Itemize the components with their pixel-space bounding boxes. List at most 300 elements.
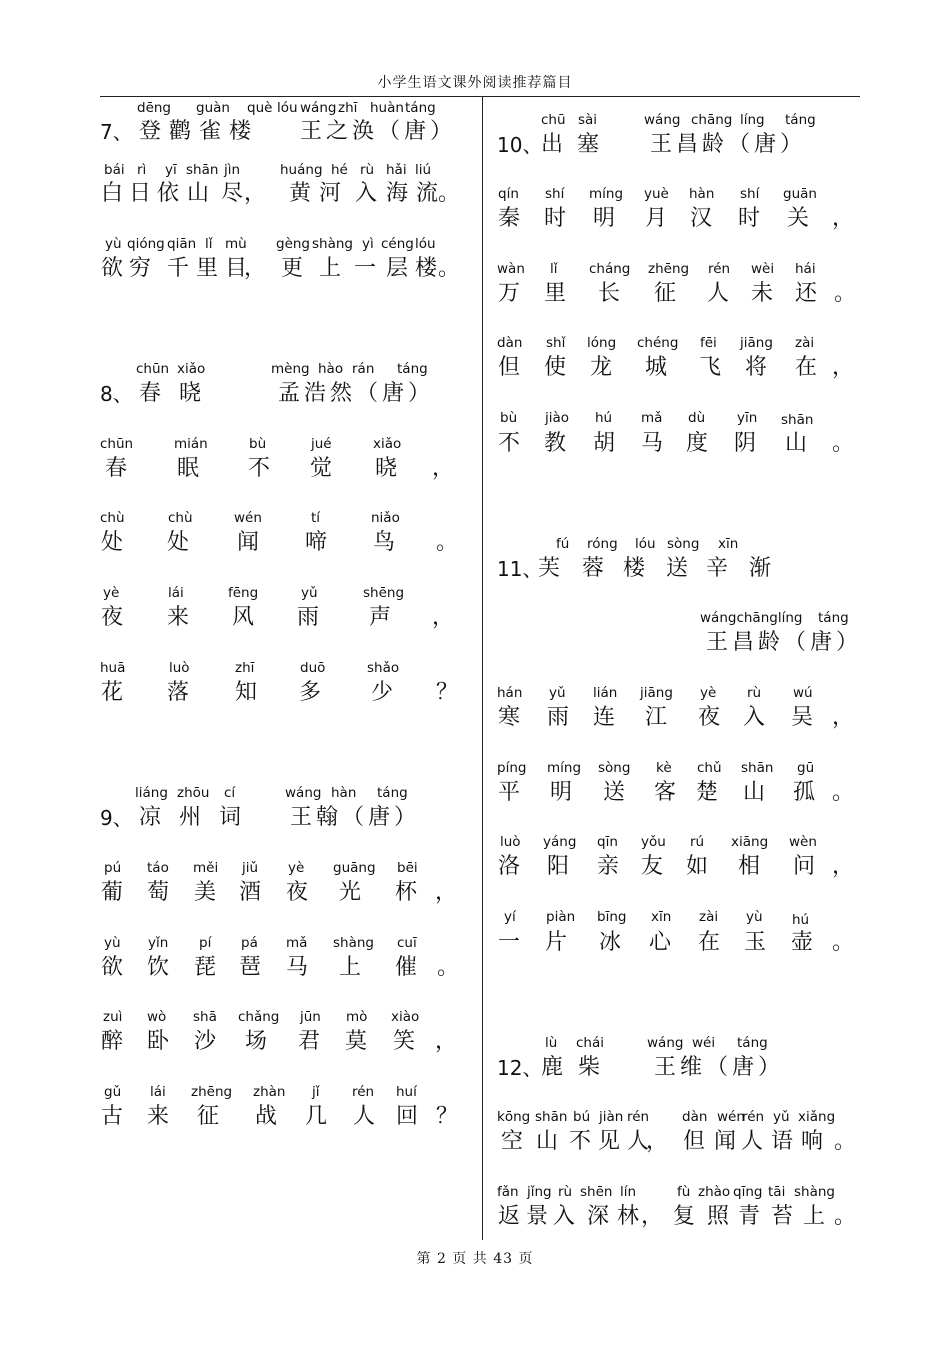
line-pinyin: xīn bbox=[651, 909, 672, 925]
poem-char: 里 bbox=[195, 256, 219, 281]
poem-char: 醉 bbox=[100, 1029, 124, 1054]
poem-char: 友 bbox=[640, 854, 664, 879]
title-pinyin: què bbox=[247, 100, 273, 116]
line-pinyin: shàng bbox=[333, 935, 374, 951]
poem-char: 春 bbox=[104, 456, 128, 481]
poem-title-char: 渐 bbox=[748, 556, 772, 581]
line-pinyin: tāi bbox=[768, 1184, 786, 1200]
line-pinyin: shàng bbox=[794, 1184, 835, 1200]
poem-char: 不 bbox=[247, 456, 271, 481]
poem-char: 欲 bbox=[100, 256, 124, 281]
line-pinyin: wò bbox=[147, 1009, 167, 1025]
poem-title-char: 楼 bbox=[228, 119, 252, 144]
poem-char: 阳 bbox=[546, 854, 570, 879]
poem-char: 平 bbox=[497, 780, 521, 805]
poem-char: 在 bbox=[697, 930, 721, 955]
poem-char: 夜 bbox=[285, 880, 309, 905]
line-pinyin: jiàn bbox=[599, 1109, 624, 1125]
poem-char: 汉 bbox=[689, 206, 713, 231]
poem-char: 催 bbox=[394, 955, 418, 980]
poem-char: 欲 bbox=[100, 955, 124, 980]
poem-char: 啼 bbox=[304, 530, 328, 555]
line-pinyin: yí bbox=[504, 909, 516, 925]
poem-char: 还 bbox=[794, 281, 818, 306]
title-pinyin: guàn bbox=[196, 100, 230, 116]
column-divider bbox=[482, 97, 483, 1240]
poem-author: 孟浩然（唐） bbox=[278, 381, 435, 406]
poem-char: 龙 bbox=[589, 355, 613, 380]
line-pinyin: rén bbox=[352, 1084, 375, 1100]
author-pinyin: hào bbox=[318, 361, 344, 377]
line-pinyin: dàn bbox=[682, 1109, 708, 1125]
poem-char: 响 bbox=[800, 1129, 824, 1154]
line-pinyin: sòng bbox=[598, 760, 631, 776]
line-pinyin: gèng bbox=[276, 236, 311, 252]
poem-char: 上 bbox=[338, 955, 362, 980]
line-pinyin: jiāng bbox=[740, 335, 773, 351]
author-pinyin: zhī bbox=[338, 100, 358, 116]
line-pinyin: dàn bbox=[497, 335, 523, 351]
line-pinyin: míng bbox=[589, 186, 624, 202]
poem-char: 在 bbox=[794, 355, 818, 380]
line-pinyin: fēi bbox=[700, 335, 717, 351]
poem-char: 度 bbox=[685, 431, 709, 456]
title-pinyin: wáng bbox=[647, 1035, 684, 1051]
poem-number: 7、 bbox=[100, 120, 133, 144]
line-pinyin: hú bbox=[595, 410, 613, 426]
line-pinyin: wèi bbox=[751, 261, 775, 277]
poem-char: 如 bbox=[685, 854, 709, 879]
poem-char: 。 bbox=[435, 530, 459, 555]
poem-title-char: 芙 bbox=[537, 556, 561, 581]
poem-char: 月 bbox=[644, 206, 668, 231]
poem-char: 雨 bbox=[296, 605, 320, 630]
poem-char: 古 bbox=[100, 1104, 124, 1129]
line-pinyin: zhēng bbox=[648, 261, 690, 277]
poem-char: 闻 bbox=[236, 530, 260, 555]
author-pinyin: wáng bbox=[300, 100, 337, 116]
poem-char: 时 bbox=[737, 206, 761, 231]
title-pinyin: chāng bbox=[691, 112, 733, 128]
line-pinyin: gǔ bbox=[104, 1084, 122, 1100]
poem-char: 返 bbox=[497, 1204, 521, 1229]
page-footer: 第 2 页 共 43 页 bbox=[416, 1251, 534, 1267]
poem-number: 9、 bbox=[100, 806, 133, 830]
line-pinyin: shān bbox=[535, 1109, 568, 1125]
line-pinyin: dù bbox=[688, 410, 706, 426]
poem-char: 。 bbox=[833, 1204, 857, 1229]
author-pinyin: táng bbox=[818, 610, 849, 626]
line-pinyin: hán bbox=[497, 685, 523, 701]
poem-char: 多 bbox=[298, 680, 322, 705]
poem-char: 一 bbox=[497, 930, 521, 955]
poem-char: 但 bbox=[682, 1129, 706, 1154]
poem-char: 山 bbox=[535, 1129, 559, 1154]
poem-char: 江 bbox=[644, 705, 668, 730]
poem-char: 使 bbox=[543, 355, 567, 380]
line-pinyin: huí bbox=[396, 1084, 417, 1100]
title-pinyin: xiǎo bbox=[177, 361, 206, 377]
line-pinyin: táo bbox=[147, 860, 169, 876]
line-pinyin: chǔ bbox=[697, 760, 722, 776]
poem-char: 来 bbox=[166, 605, 190, 630]
poem-char: ， bbox=[243, 256, 267, 281]
poem-char: ， bbox=[831, 705, 855, 730]
line-pinyin: rì bbox=[137, 162, 147, 178]
line-pinyin: bù bbox=[249, 436, 267, 452]
line-pinyin: jiāng bbox=[640, 685, 673, 701]
line-pinyin: rù bbox=[360, 162, 375, 178]
poem-char: 。 bbox=[437, 181, 461, 206]
line-pinyin: píng bbox=[497, 760, 527, 776]
poem-char: 尽 bbox=[220, 181, 244, 206]
poem-char: 壶 bbox=[790, 930, 814, 955]
author-pinyin: wángchānglíng bbox=[700, 610, 803, 626]
poem-char: 晓 bbox=[374, 456, 398, 481]
poem-char: 光 bbox=[338, 880, 362, 905]
author-pinyin: wáng bbox=[285, 785, 322, 801]
poem-char: 玉 bbox=[743, 930, 767, 955]
line-pinyin: zài bbox=[699, 909, 719, 925]
poem-char: 。 bbox=[831, 930, 855, 955]
line-pinyin: yǔ bbox=[773, 1109, 790, 1125]
line-pinyin: fēng bbox=[228, 585, 259, 601]
poem-char: 里 bbox=[543, 281, 567, 306]
poem-char: 人 bbox=[740, 1129, 764, 1154]
line-pinyin: hé bbox=[331, 162, 348, 178]
line-pinyin: qiān bbox=[167, 236, 197, 252]
poem-char: 依 bbox=[156, 181, 180, 206]
line-pinyin: yè bbox=[700, 685, 717, 701]
poem-char: 风 bbox=[231, 605, 255, 630]
line-pinyin: huā bbox=[100, 660, 126, 676]
poem-char: 雨 bbox=[546, 705, 570, 730]
line-pinyin: yī bbox=[165, 162, 177, 178]
poem-char: 。 bbox=[833, 1129, 857, 1154]
poem-char: 饮 bbox=[146, 955, 170, 980]
line-pinyin: chù bbox=[100, 510, 125, 526]
line-pinyin: cháng bbox=[589, 261, 631, 277]
poem-char: 花 bbox=[100, 680, 124, 705]
author-pinyin: huàn bbox=[370, 100, 404, 116]
line-pinyin: shēng bbox=[363, 585, 405, 601]
poem-char: 落 bbox=[166, 680, 190, 705]
poem-title-char: 送 bbox=[665, 556, 689, 581]
poem-author: 王之涣（唐） bbox=[300, 119, 457, 144]
author-pinyin: rán bbox=[352, 361, 375, 377]
line-pinyin: zuì bbox=[103, 1009, 123, 1025]
poem-title-char: 晓 bbox=[178, 381, 202, 406]
poem-char: 明 bbox=[549, 780, 573, 805]
title-pinyin: líng bbox=[740, 112, 765, 128]
line-pinyin: yǐn bbox=[148, 935, 169, 951]
poem-number: 8、 bbox=[100, 382, 133, 406]
line-pinyin: jiǔ bbox=[242, 860, 259, 876]
line-pinyin: shā bbox=[193, 1009, 217, 1025]
line-pinyin: wén bbox=[234, 510, 262, 526]
line-pinyin: shēn bbox=[580, 1184, 613, 1200]
poem-title-char: 春 bbox=[138, 381, 162, 406]
line-pinyin: wú bbox=[793, 685, 813, 701]
poem-char: 沙 bbox=[193, 1029, 217, 1054]
poem-char: 寒 bbox=[497, 705, 521, 730]
line-pinyin: luò bbox=[169, 660, 190, 676]
line-pinyin: shí bbox=[740, 186, 760, 202]
poem-title-char: 雀 bbox=[198, 119, 222, 144]
line-pinyin: qióng bbox=[127, 236, 165, 252]
poem-char: ， bbox=[431, 605, 455, 630]
poem-char: 。 bbox=[437, 256, 461, 281]
line-pinyin: duō bbox=[300, 660, 326, 676]
poem-char: 不 bbox=[497, 431, 521, 456]
title-pinyin: táng bbox=[785, 112, 816, 128]
line-pinyin: kè bbox=[656, 760, 672, 776]
title-pinyin: chūn bbox=[136, 361, 170, 377]
line-pinyin: chǎng bbox=[238, 1009, 280, 1025]
poem-char: 。 bbox=[831, 431, 855, 456]
line-pinyin: hǎi bbox=[386, 162, 407, 178]
line-pinyin: chūn bbox=[100, 436, 134, 452]
poem-title-char: 州 bbox=[178, 805, 202, 830]
line-pinyin: shǐ bbox=[546, 335, 566, 351]
poem-char: 夜 bbox=[697, 705, 721, 730]
line-pinyin: hái bbox=[795, 261, 816, 277]
line-pinyin: bú bbox=[573, 1109, 591, 1125]
poem-char: 连 bbox=[592, 705, 616, 730]
line-pinyin: rén bbox=[708, 261, 731, 277]
line-pinyin: huáng bbox=[280, 162, 323, 178]
poem-author: 王维（唐） bbox=[654, 1055, 785, 1080]
line-pinyin: pú bbox=[104, 860, 122, 876]
line-pinyin: rù bbox=[558, 1184, 573, 1200]
line-pinyin: yù bbox=[746, 909, 763, 925]
title-pinyin: lóu bbox=[277, 100, 298, 116]
poem-char: 问 bbox=[792, 854, 816, 879]
title-pinyin: róng bbox=[587, 536, 618, 552]
line-pinyin: céng bbox=[381, 236, 414, 252]
line-pinyin: lái bbox=[168, 585, 184, 601]
title-pinyin: sài bbox=[578, 112, 598, 128]
title-pinyin: cí bbox=[224, 785, 236, 801]
line-pinyin: luò bbox=[500, 834, 521, 850]
line-pinyin: yǔ bbox=[549, 685, 566, 701]
poem-char: 上 bbox=[802, 1204, 826, 1229]
poem-char: 山 bbox=[784, 431, 808, 456]
poem-char: ， bbox=[831, 206, 855, 231]
line-pinyin: guān bbox=[783, 186, 817, 202]
poem-char: 吴 bbox=[790, 705, 814, 730]
line-pinyin: shān bbox=[781, 412, 814, 428]
poem-char: ？ bbox=[435, 1104, 459, 1129]
poem-char: 洛 bbox=[497, 854, 521, 879]
poem-char: 回 bbox=[395, 1104, 419, 1129]
poem-char: 片 bbox=[544, 930, 568, 955]
line-pinyin: qīng bbox=[733, 1184, 763, 1200]
line-pinyin: bái bbox=[104, 162, 125, 178]
poem-char: 来 bbox=[146, 1104, 170, 1129]
poem-title-char: 凉 bbox=[138, 805, 162, 830]
poem-number: 11、 bbox=[497, 557, 543, 581]
line-pinyin: mò bbox=[346, 1009, 368, 1025]
line-pinyin: rén bbox=[627, 1109, 650, 1125]
line-pinyin: lǐ bbox=[205, 236, 213, 252]
poem-char: 琵 bbox=[193, 955, 217, 980]
poem-char: 楚 bbox=[695, 780, 719, 805]
poem-char: 一 bbox=[353, 256, 377, 281]
poem-char: 亲 bbox=[596, 854, 620, 879]
line-pinyin: wèn bbox=[789, 834, 817, 850]
poem-char: 。 bbox=[831, 780, 855, 805]
poem-char: 送 bbox=[602, 780, 626, 805]
line-pinyin: zhào bbox=[698, 1184, 731, 1200]
line-pinyin: guāng bbox=[333, 860, 376, 876]
poem-char: 马 bbox=[285, 955, 309, 980]
poem-char: 入 bbox=[354, 181, 378, 206]
title-pinyin: zhōu bbox=[177, 785, 210, 801]
poem-char: 复 bbox=[672, 1204, 696, 1229]
line-pinyin: yuè bbox=[644, 186, 669, 202]
poem-char: 孤 bbox=[792, 780, 816, 805]
line-pinyin: yè bbox=[103, 585, 120, 601]
poem-char: ， bbox=[434, 1029, 458, 1054]
poem-char: 少 bbox=[370, 680, 394, 705]
line-pinyin: mǎ bbox=[641, 410, 663, 426]
line-pinyin: fù bbox=[677, 1184, 691, 1200]
line-pinyin: yǔ bbox=[301, 585, 318, 601]
poem-char: 笑 bbox=[392, 1029, 416, 1054]
poem-char: 更 bbox=[280, 256, 304, 281]
line-pinyin: shí bbox=[545, 186, 565, 202]
poem-char: 千 bbox=[166, 256, 190, 281]
line-pinyin: hàn bbox=[689, 186, 715, 202]
poem-char: 景 bbox=[525, 1204, 549, 1229]
line-pinyin: lóu bbox=[415, 236, 436, 252]
poem-char: 美 bbox=[193, 880, 217, 905]
poem-char: 目 bbox=[224, 256, 248, 281]
line-pinyin: lín bbox=[620, 1184, 637, 1200]
line-pinyin: rú bbox=[690, 834, 705, 850]
author-pinyin: táng bbox=[377, 785, 408, 801]
poem-char: 场 bbox=[244, 1029, 268, 1054]
poem-char: 处 bbox=[100, 530, 124, 555]
poem-char: 林 bbox=[616, 1204, 640, 1229]
poem-title-char: 柴 bbox=[577, 1055, 601, 1080]
line-pinyin: xiǎng bbox=[798, 1109, 836, 1125]
line-pinyin: mián bbox=[174, 436, 208, 452]
poem-char: ， bbox=[831, 355, 855, 380]
line-pinyin: kōng bbox=[497, 1109, 531, 1125]
poem-char: 空 bbox=[500, 1129, 524, 1154]
poem-char: 长 bbox=[597, 281, 621, 306]
poem-char: 卧 bbox=[146, 1029, 170, 1054]
poem-char: 山 bbox=[742, 780, 766, 805]
line-pinyin: yáng bbox=[543, 834, 577, 850]
line-pinyin: yì bbox=[362, 236, 374, 252]
title-pinyin: liáng bbox=[135, 785, 168, 801]
poem-title-char: 出 bbox=[540, 132, 564, 157]
poem-char: 莫 bbox=[344, 1029, 368, 1054]
title-pinyin: dēng bbox=[137, 100, 172, 116]
poem-char: 人 bbox=[626, 1129, 650, 1154]
line-pinyin: yù bbox=[104, 935, 121, 951]
poem-char: 几 bbox=[304, 1104, 328, 1129]
line-pinyin: cuī bbox=[397, 935, 417, 951]
line-pinyin: měi bbox=[193, 860, 219, 876]
poem-char: 城 bbox=[644, 355, 668, 380]
line-pinyin: qín bbox=[498, 186, 519, 202]
poem-char: ， bbox=[645, 1129, 669, 1154]
title-pinyin: lóu bbox=[635, 536, 656, 552]
title-pinyin: lù bbox=[545, 1035, 558, 1051]
poem-char: 萄 bbox=[146, 880, 170, 905]
line-pinyin: bù bbox=[500, 410, 518, 426]
poem-char: 马 bbox=[640, 431, 664, 456]
line-pinyin: zhī bbox=[235, 660, 255, 676]
poem-title-char: 楼 bbox=[622, 556, 646, 581]
poem-char: ？ bbox=[435, 680, 459, 705]
poem-char: 入 bbox=[552, 1204, 576, 1229]
poem-char: 未 bbox=[750, 281, 774, 306]
poem-char: 酒 bbox=[238, 880, 262, 905]
poem-title-char: 鹿 bbox=[540, 1055, 564, 1080]
line-pinyin: yīn bbox=[737, 410, 758, 426]
line-pinyin: lián bbox=[593, 685, 618, 701]
line-pinyin: chù bbox=[168, 510, 193, 526]
poem-char: 关 bbox=[786, 206, 810, 231]
line-pinyin: zài bbox=[795, 335, 815, 351]
poem-char: ， bbox=[831, 854, 855, 879]
header-rule bbox=[100, 96, 860, 97]
line-pinyin: bēi bbox=[397, 860, 418, 876]
poem-char: 日 bbox=[128, 181, 152, 206]
poem-char: ， bbox=[640, 1204, 664, 1229]
poem-author: 王昌龄（唐） bbox=[706, 630, 863, 655]
poem-char: 入 bbox=[742, 705, 766, 730]
poem-char: 人 bbox=[706, 281, 730, 306]
line-pinyin: yè bbox=[288, 860, 305, 876]
line-pinyin: zhēng bbox=[191, 1084, 233, 1100]
poem-char: 山 bbox=[186, 181, 210, 206]
line-pinyin: rén bbox=[742, 1109, 765, 1125]
line-pinyin: lóng bbox=[587, 335, 617, 351]
poem-title-char: 词 bbox=[218, 805, 242, 830]
poem-char: 客 bbox=[653, 780, 677, 805]
poem-char: 阴 bbox=[733, 431, 757, 456]
line-pinyin: yǒu bbox=[641, 834, 666, 850]
poem-char: 心 bbox=[648, 930, 672, 955]
line-pinyin: shān bbox=[186, 162, 219, 178]
line-pinyin: jué bbox=[311, 436, 332, 452]
poem-char: 征 bbox=[653, 281, 677, 306]
line-pinyin: míng bbox=[547, 760, 582, 776]
line-pinyin: wén bbox=[717, 1109, 745, 1125]
line-pinyin: jìn bbox=[224, 162, 241, 178]
poem-title-char: 辛 bbox=[705, 556, 729, 581]
line-pinyin: niǎo bbox=[371, 510, 400, 526]
poem-char: 胡 bbox=[592, 431, 616, 456]
poem-char: 秦 bbox=[497, 206, 521, 231]
poem-char: 明 bbox=[592, 206, 616, 231]
line-pinyin: hú bbox=[792, 912, 810, 928]
poem-char: 征 bbox=[196, 1104, 220, 1129]
poem-number: 10、 bbox=[497, 133, 543, 157]
line-pinyin: rù bbox=[747, 685, 762, 701]
poem-author: 王翰（唐） bbox=[290, 805, 421, 830]
line-pinyin: fǎn bbox=[497, 1184, 519, 1200]
title-pinyin: chái bbox=[576, 1035, 605, 1051]
poem-char: 流 bbox=[415, 181, 439, 206]
line-pinyin: jiào bbox=[545, 410, 570, 426]
